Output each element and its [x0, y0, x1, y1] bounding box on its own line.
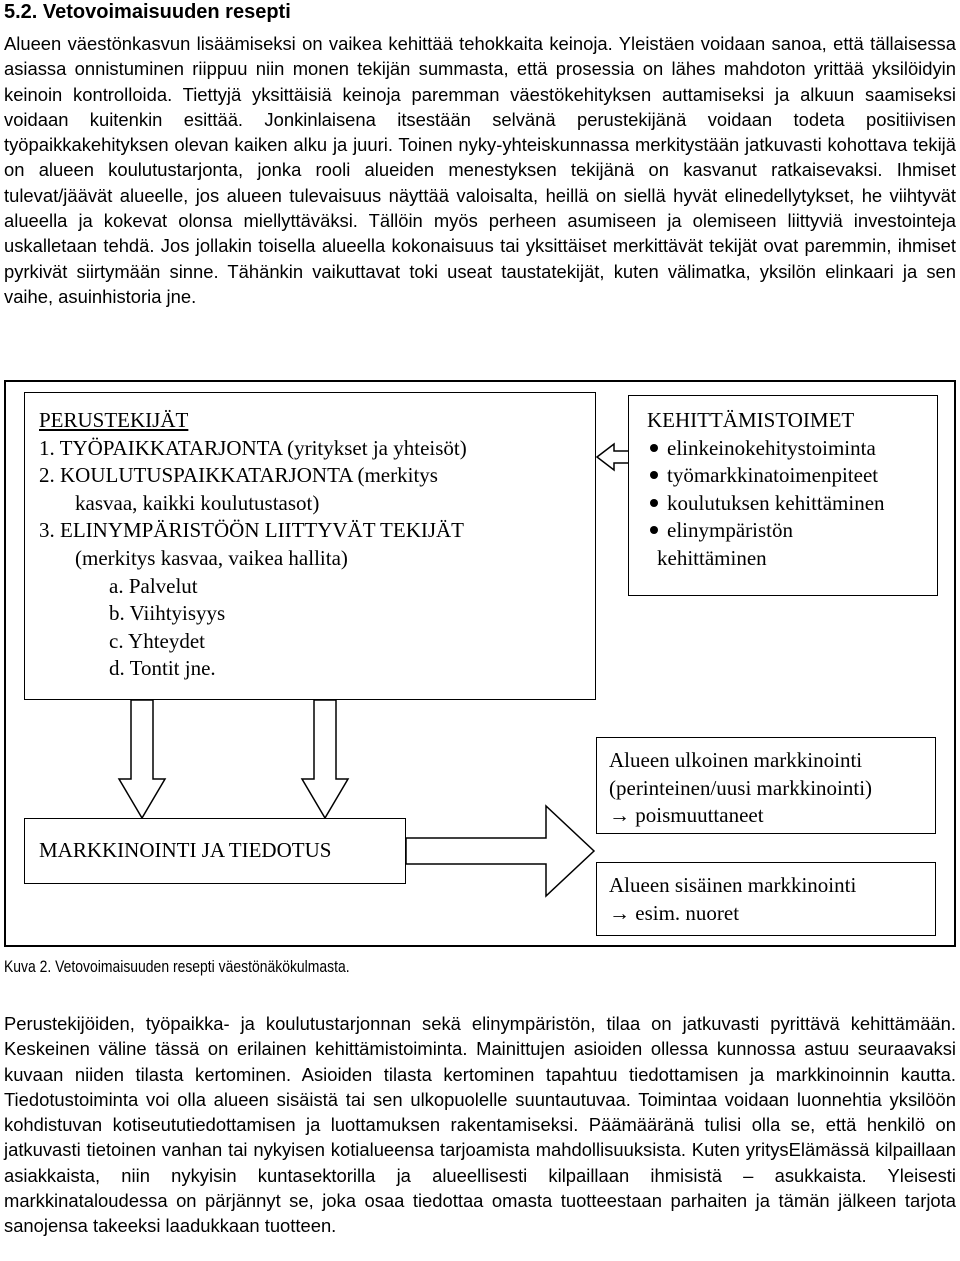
internal-marketing-box [596, 862, 936, 936]
basic-subitem: d. Tontit jne. [109, 656, 216, 681]
development-actions-title: KEHITTÄMISTOIMET [647, 408, 855, 432]
external-marketing-line: Alueen ulkoinen markkinointi [609, 748, 863, 772]
arrow-to-marketing-types [406, 806, 594, 896]
basic-factor-2-note: kasvaa, kaikki koulutustasot) [75, 490, 320, 515]
development-action-continuation: kehittäminen [657, 545, 767, 570]
arrow-right-icon: → [609, 900, 630, 925]
bullet-icon [650, 444, 658, 452]
development-action-item: koulutuksen kehittäminen [647, 490, 937, 518]
basic-factors-box [24, 392, 596, 700]
intro-paragraph: Alueen väestönkasvun lisäämiseksi on vaikea kehittää tehokkaita keinoja. Yleistäen voidaan sanoa, että tällaisessa asiassa onnistuminen riippuu niin monen tekijän summasta, että prosessia on lähes mahdoton yrittää yksilöidyin keinoin kontrolloida. Tiettyjä yksittäisiä keinoja paremman väestökehityksen auttamiseksi ja alkuun saamiseksi voidaan kuitenkin esittää. Jonkinlaisena itsestään selvänä perustekijänä voidaan todeta positiivisen työpaikkakehityksen olevan kaiken alku ja juuri. Toinen nyky-yhteiskunnassa merkitystään jatkuvasti kohottava tekijä on alueen koulutustarjonta, jonka rooli alueiden menestyksen tekijänä on kasvanut ratkaisevaksi. Ihmiset tulevat/jäävät alueelle, jos alueen tulevaisuus näyttää valoisalta, heillä on siellä hyvät elinedellytykset, he viihtyvät alueella ja kokevat olonsa miellyttäväksi. Tällöin myös perheen asumiseen ja olemiseen liittyviä investointeja uskalletaan tehdä. Jos jollakin toisella alueella kokonaisuus tai yksittäiset merkittävät tekijät ovat paremmin, ihmiset pyrkivät siirtymään sinne. Tähänkin vaikuttavat toki useat taustatekijät, kuten välimatka, yksilön elinkaari ja sen vaihe, asuinhistoria jne. [4, 33, 956, 307]
closing-paragraph: Perustekijöiden, työpaikka- ja koulutustarjonnan sekä elinympäristön, tilaa on jatkuvasti pyrittävä kehittämään. Keskeinen väline tässä on erilainen kehittämistoiminta. Mainittujen asioiden ollessa kunnossa astuu seuraavaksi kuvaan niiden tilasta kertominen. Asioiden tilasta kertominen tapahtuu tiedottamisen ja markkinoinnin kautta. Tiedotustoiminta voi olla alueen sisäistä tai sen ulkopuolelle suuntautuvaa. Toimintaa voidaan luonnehtia yksilöön kohdistuvan kotiseututiedottamisen ja luottamuksen rakentamiseksi. Päämääränä tulisi olla se, että henkilö on jatkuvasti tietoinen vanhan tai nykyisen kotialueensa tarjoamista mahdollisuuksista. Kuten yritysElämässä kilpaillaan asiakkaista, niin nykyisin kuntasektorilla ja alueellisesti kilpaillaan ihmisistä – asukkaista. Yleisesti markkinataloudessa on pärjännyt se, joka osaa tiedottaa omasta tuotteestaan parhaiten ja tämän jälkeen tarjota sanojensa takeeksi laadukkaan tuotteen. [4, 1013, 956, 1237]
development-action-item: työmarkkinatoimenpiteet [647, 462, 937, 490]
internal-marketing-target: → esim. nuoret [609, 900, 740, 925]
basic-subitem: b. Viihtyisyys [109, 601, 226, 626]
bullet-icon [650, 526, 658, 534]
figure-caption: Kuva 2. Vetovoimaisuuden resepti väestönäkökulmasta. [4, 957, 350, 976]
section-heading: 5.2. Vetovoimaisuuden resepti [4, 1, 291, 23]
marketing-box [24, 818, 406, 884]
basic-factor-1: 1. TYÖPAIKKATARJONTA (yritykset ja yhteisöt) [39, 435, 467, 460]
arrow-down-left [119, 700, 165, 818]
bullet-icon [650, 471, 658, 479]
basic-factor-2: 2. KOULUTUSPAIKKATARJONTA (merkitys [39, 463, 438, 488]
basic-factor-3-note: (merkitys kasvaa, vaikea hallita) [75, 545, 348, 570]
development-action-item: elinympäristön [647, 517, 937, 545]
basic-subitem: a. Palvelut [109, 573, 198, 598]
external-marketing-box [596, 737, 936, 834]
development-actions-box [628, 395, 938, 596]
arrow-right-icon: → [609, 803, 630, 828]
basic-factors-title: PERUSTEKIJÄT [39, 408, 189, 432]
external-marketing-target: → poismuuttaneet [609, 803, 764, 828]
development-action-item: elinkeinokehitystoiminta [647, 435, 937, 463]
internal-marketing-line: Alueen sisäinen markkinointi [609, 873, 857, 897]
arrow-down-right [302, 700, 348, 818]
basic-factor-3: 3. ELINYMPÄRISTÖÖN LIITTYVÄT TEKIJÄT [39, 518, 465, 543]
external-marketing-line: (perinteinen/uusi markkinointi) [609, 775, 873, 800]
marketing-title: MARKKINOINTI JA TIEDOTUS [39, 838, 332, 862]
arrow-to-basic-factors [597, 444, 629, 470]
basic-subitem: c. Yhteydet [109, 628, 206, 653]
bullet-icon [650, 499, 658, 507]
